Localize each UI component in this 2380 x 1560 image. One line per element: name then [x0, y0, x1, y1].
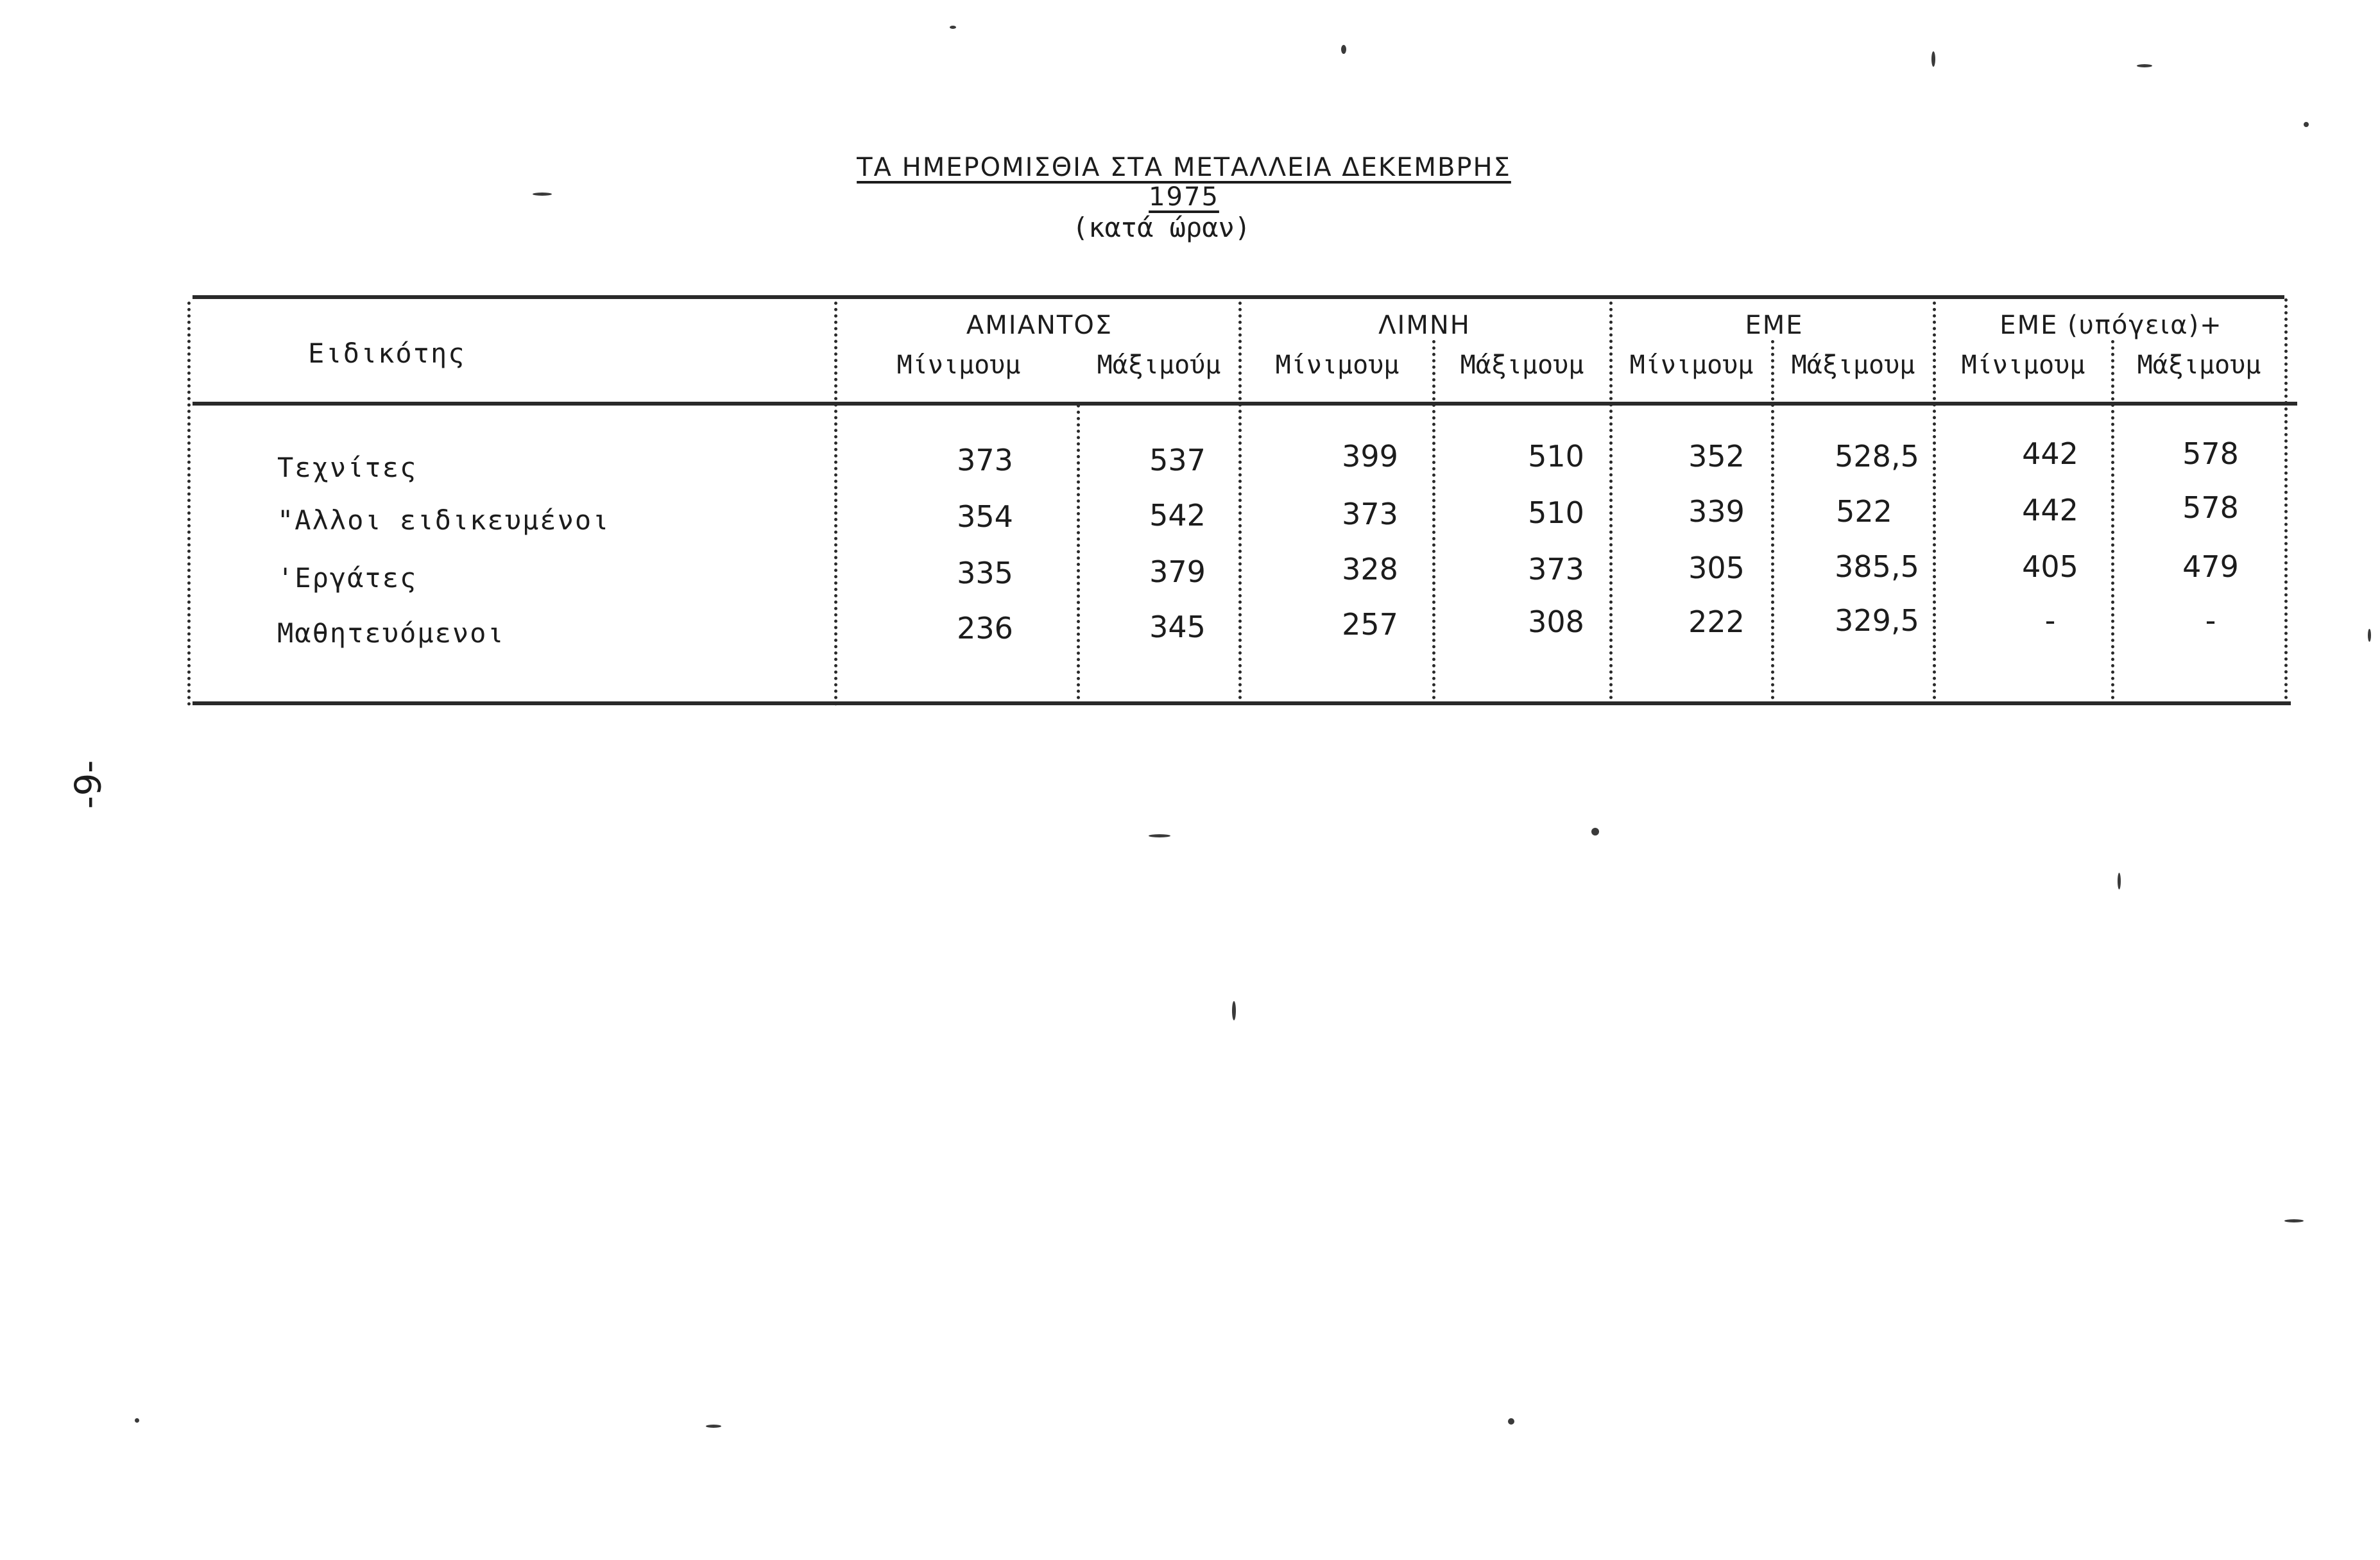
table-cell: 373 — [1528, 552, 1584, 587]
table-header-rule — [193, 402, 2297, 406]
table-bottom-rule — [193, 701, 2291, 705]
row-header-label: Ειδικότης — [308, 338, 466, 369]
table-cell: 354 — [957, 499, 1013, 534]
table-cell: 522 — [1836, 494, 1892, 529]
speck — [706, 1425, 721, 1428]
speck — [2304, 122, 2309, 127]
row-label: Τεχνίτες — [277, 452, 418, 483]
subheader-maximum: Μάξιμούμ — [1097, 350, 1221, 380]
speck — [2118, 873, 2121, 889]
speck — [1341, 45, 1346, 54]
table-cell: 236 — [957, 611, 1013, 646]
speck — [1591, 828, 1599, 836]
table-top-rule — [193, 295, 2284, 299]
table-cell: 537 — [1149, 443, 1206, 477]
table-cell: 305 — [1688, 551, 1745, 585]
speck — [135, 1418, 139, 1423]
page-title: ΤΑ ΗΜΕΡΟΜΙΣΘΙΑ ΣΤΑ ΜΕΤΑΛΛΕΙΑ ΔΕΚΕΜΒΡΗΣ 1975 — [857, 153, 1511, 212]
table-cell: 542 — [1149, 498, 1206, 533]
row-label: Μαθητευόμενοι — [277, 617, 505, 649]
speck — [1149, 834, 1170, 837]
table-cell: 257 — [1342, 607, 1398, 642]
row-label: 'Εργάτες — [277, 562, 418, 594]
group-header-amiantos: ΑΜΙΑΝΤΟΣ — [966, 311, 1113, 340]
table-cell: 510 — [1528, 495, 1584, 530]
table-cell: 373 — [1342, 497, 1398, 531]
table-right-rule — [2284, 298, 2288, 699]
subheader-maximum: Μάξιμουμ — [2137, 350, 2261, 380]
speck — [2368, 629, 2371, 642]
table-cell: 352 — [1688, 439, 1745, 474]
subheader-minimum: Μίνιμουμ — [1961, 350, 2085, 380]
speck — [950, 26, 956, 29]
table-cell: 442 — [2022, 493, 2078, 527]
column-divider — [834, 302, 837, 706]
subheader-minimum: Μίνιμουμ — [896, 350, 1021, 380]
subheader-minimum: Μίνιμουμ — [1275, 350, 1400, 380]
speck — [1931, 51, 1935, 67]
table-cell: 442 — [2022, 436, 2078, 471]
column-divider — [1077, 404, 1080, 699]
table-cell: 399 — [1342, 439, 1398, 474]
group-header-limni: ΛΙΜΝΗ — [1378, 311, 1471, 340]
group-header-eme: ΕΜΕ — [1745, 311, 1804, 340]
table-cell: 379 — [1149, 554, 1206, 589]
speck — [1508, 1418, 1514, 1425]
table-cell: 479 — [2182, 549, 2239, 584]
table-cell: 335 — [957, 556, 1013, 590]
table-cell: 222 — [1688, 604, 1745, 639]
table-left-rule — [187, 302, 191, 706]
table-cell: 373 — [957, 443, 1013, 477]
table-cell: 308 — [1528, 604, 1584, 639]
subheader-minimum: Μίνιμουμ — [1629, 350, 1754, 380]
table-cell: 578 — [2182, 436, 2239, 471]
table-cell: 328 — [1342, 552, 1398, 587]
row-label: "Αλλοι ειδικευμένοι — [277, 504, 610, 536]
subheader-maximum: Μάξιμουμ — [1791, 350, 1915, 380]
speck — [533, 193, 552, 196]
table-cell: - — [2205, 603, 2216, 638]
table-cell: 339 — [1688, 494, 1745, 529]
table-cell: 329,5 — [1835, 603, 1919, 638]
group-header-eme-underground: ΕΜΕ (υπόγεια)+ — [1999, 311, 2223, 340]
speck — [2137, 64, 2152, 67]
table-cell: 578 — [2182, 490, 2239, 525]
speck — [1232, 1001, 1236, 1020]
table-cell: 385,5 — [1835, 549, 1919, 584]
table-cell: 405 — [2022, 549, 2078, 584]
table-cell: 528,5 — [1835, 439, 1919, 474]
table-cell: 510 — [1528, 439, 1584, 474]
speck — [2284, 1219, 2304, 1222]
page-subtitle: (κατά ώραν) — [1072, 212, 1251, 243]
page-number-mark: -9- — [67, 760, 110, 809]
table-cell: 345 — [1149, 610, 1206, 644]
subheader-maximum: Μάξιμουμ — [1460, 350, 1584, 380]
table-cell: - — [2044, 603, 2056, 638]
